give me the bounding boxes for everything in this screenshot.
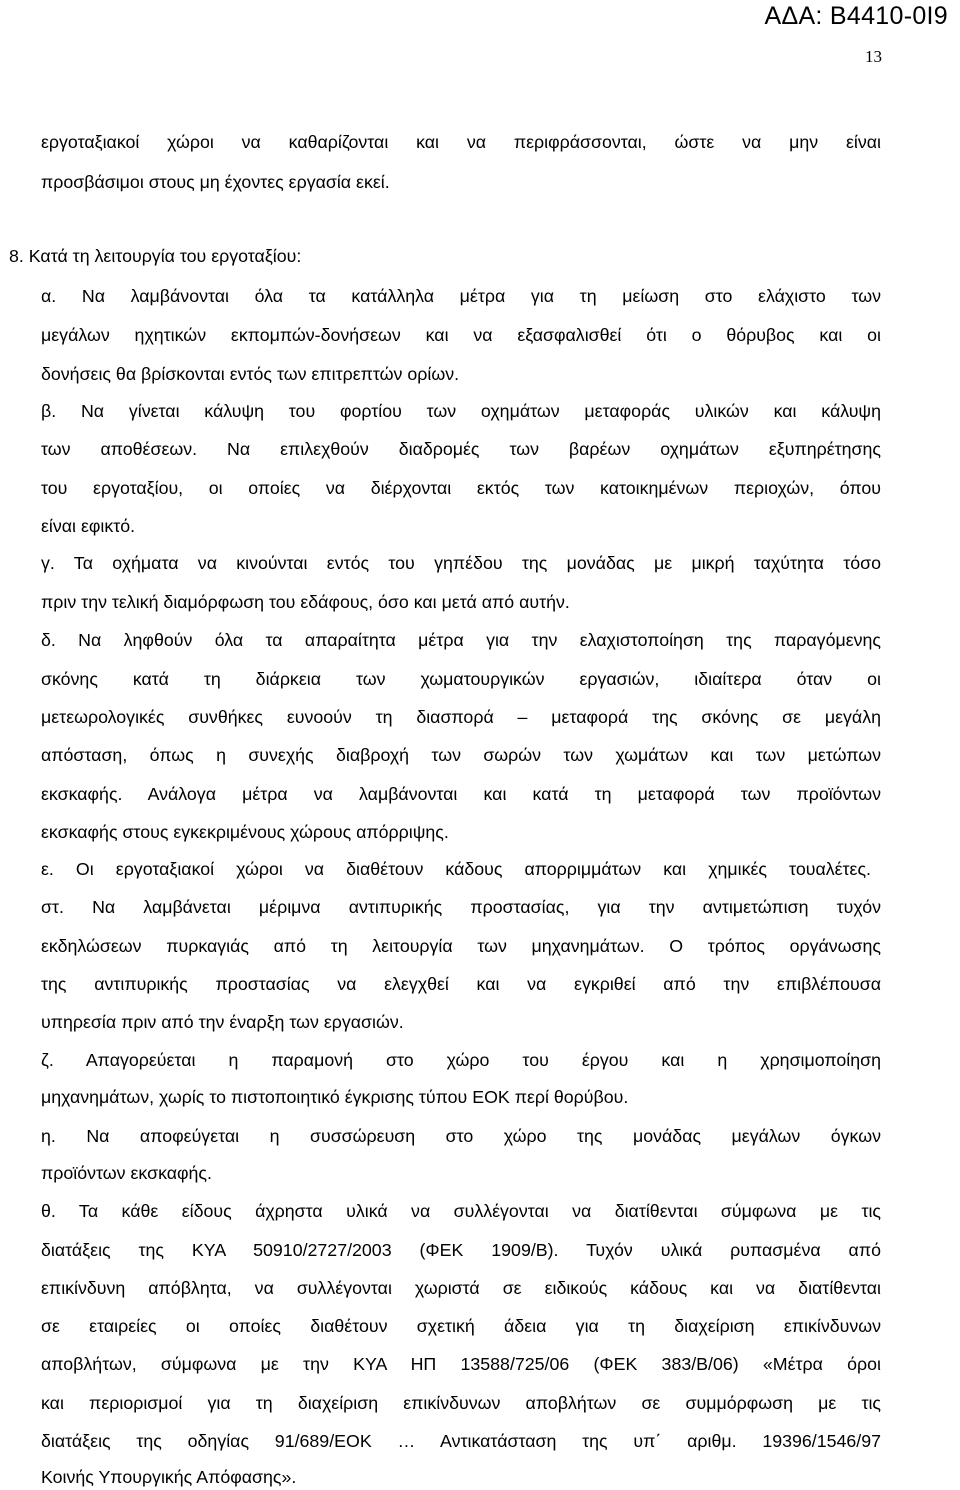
- text-line: α. Να λαμβάνονται όλα τα κατάλληλα μέτρα για τη μείωση στο ελάχιστο των: [41, 286, 881, 306]
- text-line: δονήσεις θα βρίσκονται εντός των επιτρεπτών ορίων.: [41, 364, 460, 384]
- text-line: στ. Να λαμβάνεται μέριμνα αντιπυρικής προστασίας, για την αντιμετώπιση τυχόν: [41, 897, 881, 917]
- text-line: μετεωρολογικές συνθήκες ευνοούν τη διασπορά – μεταφορά της σκόνης σε μεγάλη: [41, 707, 881, 727]
- text-line: θ. Τα κάθε είδους άχρηστα υλικά να συλλέγονται να διατίθενται σύμφωνα με τις: [41, 1201, 881, 1221]
- text-line: διατάξεις της ΚΥΑ 50910/2727/2003 (ΦΕΚ 1909/Β). Τυχόν υλικά ρυπασμένα από: [41, 1240, 881, 1260]
- text-line: ζ. Απαγορεύεται η παραμονή στο χώρο του έργου και η χρησιμοποίηση: [41, 1050, 881, 1070]
- text-line: σε εταιρείες οι οποίες διαθέτουν σχετική άδεια για τη διαχείριση επικίνδυνων: [41, 1316, 881, 1336]
- text-line: αποβλήτων, σύμφωνα με την ΚΥΑ ΗΠ 13588/725/06 (ΦΕΚ 383/Β/06) «Μέτρα όροι: [41, 1354, 881, 1374]
- text-line: διατάξεις της οδηγίας 91/689/ΕΟΚ … Αντικατάσταση της υπ΄ αριθμ. 19396/1546/97: [41, 1431, 881, 1451]
- list-heading-8: 8. Κατά τη λειτουργία του εργοταξίου:: [9, 246, 302, 266]
- page-number: 13: [865, 47, 882, 66]
- text-line: εργοταξιακοί χώροι να καθαρίζονται και να περιφράσσονται, ώστε να μην είναι: [41, 132, 881, 152]
- text-line: της αντιπυρικής προστασίας να ελεγχθεί και να εγκριθεί από την επιβλέπουσα: [41, 974, 881, 994]
- ada-code: ΑΔΑ: Β4410-0Ι9: [764, 2, 948, 30]
- text-line: η. Να αποφεύγεται η συσσώρευση στο χώρο της μονάδας μεγάλων όγκων: [41, 1126, 881, 1146]
- text-line: είναι εφικτό.: [41, 516, 136, 536]
- text-line: σκόνης κατά τη διάρκεια των χωματουργικών εργασιών, ιδιαίτερα όταν οι: [41, 669, 881, 689]
- text-line: των αποθέσεων. Να επιλεχθούν διαδρομές των βαρέων οχημάτων εξυπηρέτησης: [41, 439, 881, 459]
- text-line: γ. Τα οχήματα να κινούνται εντός του γηπέδου της μονάδας με μικρή ταχύτητα τόσο: [41, 553, 881, 573]
- text-line: μηχανημάτων, χωρίς το πιστοποιητικό έγκρισης τύπου ΕΟΚ περί θορύβου.: [41, 1087, 629, 1107]
- text-line: επικίνδυνη απόβλητα, να συλλέγονται χωριστά σε ειδικούς κάδους και να διατίθενται: [41, 1278, 881, 1298]
- text-line: πριν την τελική διαμόρφωση του εδάφους, όσο και μετά από αυτήν.: [41, 592, 570, 612]
- text-line: του εργοταξίου, οι οποίες να διέρχονται εκτός των κατοικημένων περιοχών, όπου: [41, 478, 881, 498]
- text-line: δ. Να ληφθούν όλα τα απαραίτητα μέτρα για την ελαχιστοποίηση της παραγόμενης: [41, 630, 881, 650]
- text-line: εκδηλώσεων πυρκαγιάς από τη λειτουργία των μηχανημάτων. Ο τρόπος οργάνωσης: [41, 936, 881, 956]
- text-line: Κοινής Υπουργικής Απόφασης».: [41, 1467, 297, 1487]
- text-line: μεγάλων ηχητικών εκπομπών-δονήσεων και να εξασφαλισθεί ότι ο θόρυβος και οι: [41, 325, 881, 345]
- text-line: προϊόντων εκσκαφής.: [41, 1163, 212, 1183]
- text-line: προσβάσιμοι στους μη έχοντες εργασία εκεί.: [41, 172, 390, 192]
- text-line: υπηρεσία πριν από την έναρξη των εργασιών.: [41, 1012, 404, 1032]
- text-line: εκσκαφής. Ανάλογα μέτρα να λαμβάνονται και κατά τη μεταφορά των προϊόντων: [41, 784, 881, 804]
- text-line: και περιορισμοί για τη διαχείριση επικίνδυνων αποβλήτων σε συμμόρφωση με τις: [41, 1393, 881, 1413]
- text-line: ε. Οι εργοταξιακοί χώροι να διαθέτουν κάδους απορριμμάτων και χημικές τουαλέτες.: [41, 859, 871, 879]
- text-line: β. Να γίνεται κάλυψη του φορτίου των οχημάτων μεταφοράς υλικών και κάλυψη: [41, 401, 881, 421]
- text-line: εκσκαφής στους εγκεκριμένους χώρους απόρριψης.: [41, 822, 449, 842]
- text-line: απόσταση, όπως η συνεχής διαβροχή των σωρών των χωμάτων και των μετώπων: [41, 745, 881, 765]
